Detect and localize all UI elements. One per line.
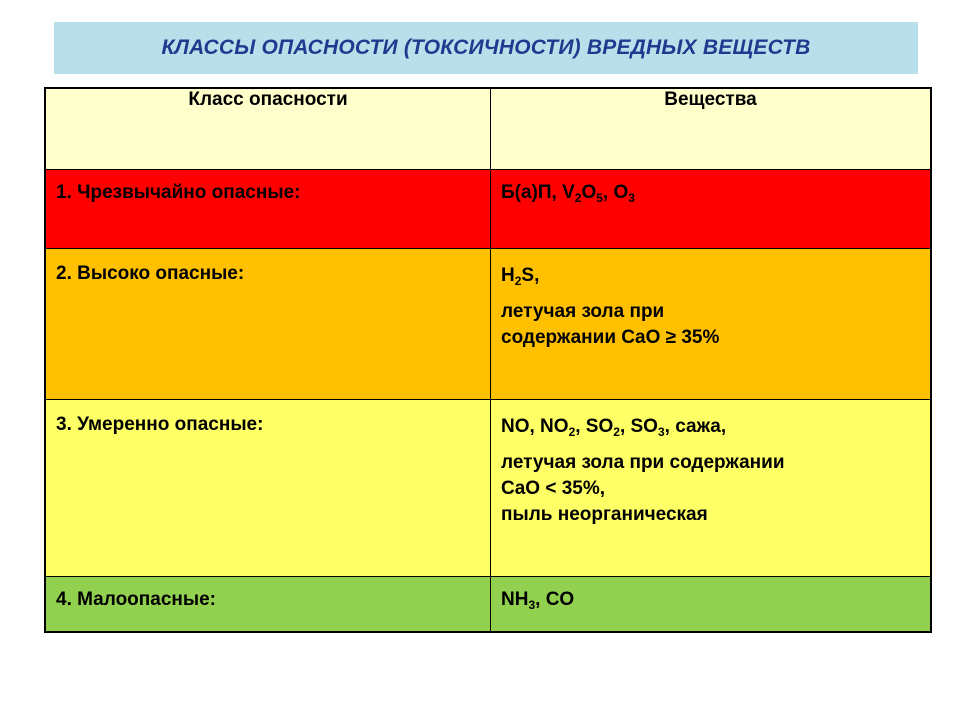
header-substances: Вещества xyxy=(491,88,932,170)
class-label: 1. Чрезвычайно опасные: xyxy=(56,182,301,203)
table-row xyxy=(45,577,931,633)
table-row xyxy=(45,249,931,400)
header-class: Класс опасности xyxy=(45,88,491,170)
hazard-class-table xyxy=(44,87,932,633)
class-label: 3. Умеренно опасные: xyxy=(56,414,264,435)
table-row xyxy=(45,400,931,577)
class-cell xyxy=(45,249,491,400)
substances-text: NO, $NO_2$, $SO_2$, $SO_3$, сажа, летучая зола при содержании CaO < 35%, пыль неорганическая xyxy=(501,416,785,525)
substances-cell xyxy=(491,249,932,400)
substances-cell xyxy=(491,400,932,577)
substances-cell xyxy=(491,170,932,249)
class-cell xyxy=(45,400,491,577)
table-header-row xyxy=(45,88,931,170)
page-title: КЛАССЫ ОПАСНОСТИ (ТОКСИЧНОСТИ) ВРЕДНЫХ ВЕЩЕСТВ xyxy=(161,36,811,59)
substances-text: $H_2S$, летучая зола при содержании CaO ≥ 35% xyxy=(501,265,720,348)
table-row xyxy=(45,170,931,249)
class-label: 4. Малоопасные: xyxy=(56,589,216,610)
class-label: 2. Высоко опасные: xyxy=(56,263,245,284)
substances-cell xyxy=(491,577,932,633)
substances-text: $NH_3$, CO xyxy=(501,589,575,612)
class-cell xyxy=(45,577,491,633)
title-banner xyxy=(54,22,918,74)
class-cell xyxy=(45,170,491,249)
substances-text: Б(а)П, $V_2O_5$, $O_3$ xyxy=(501,182,635,205)
